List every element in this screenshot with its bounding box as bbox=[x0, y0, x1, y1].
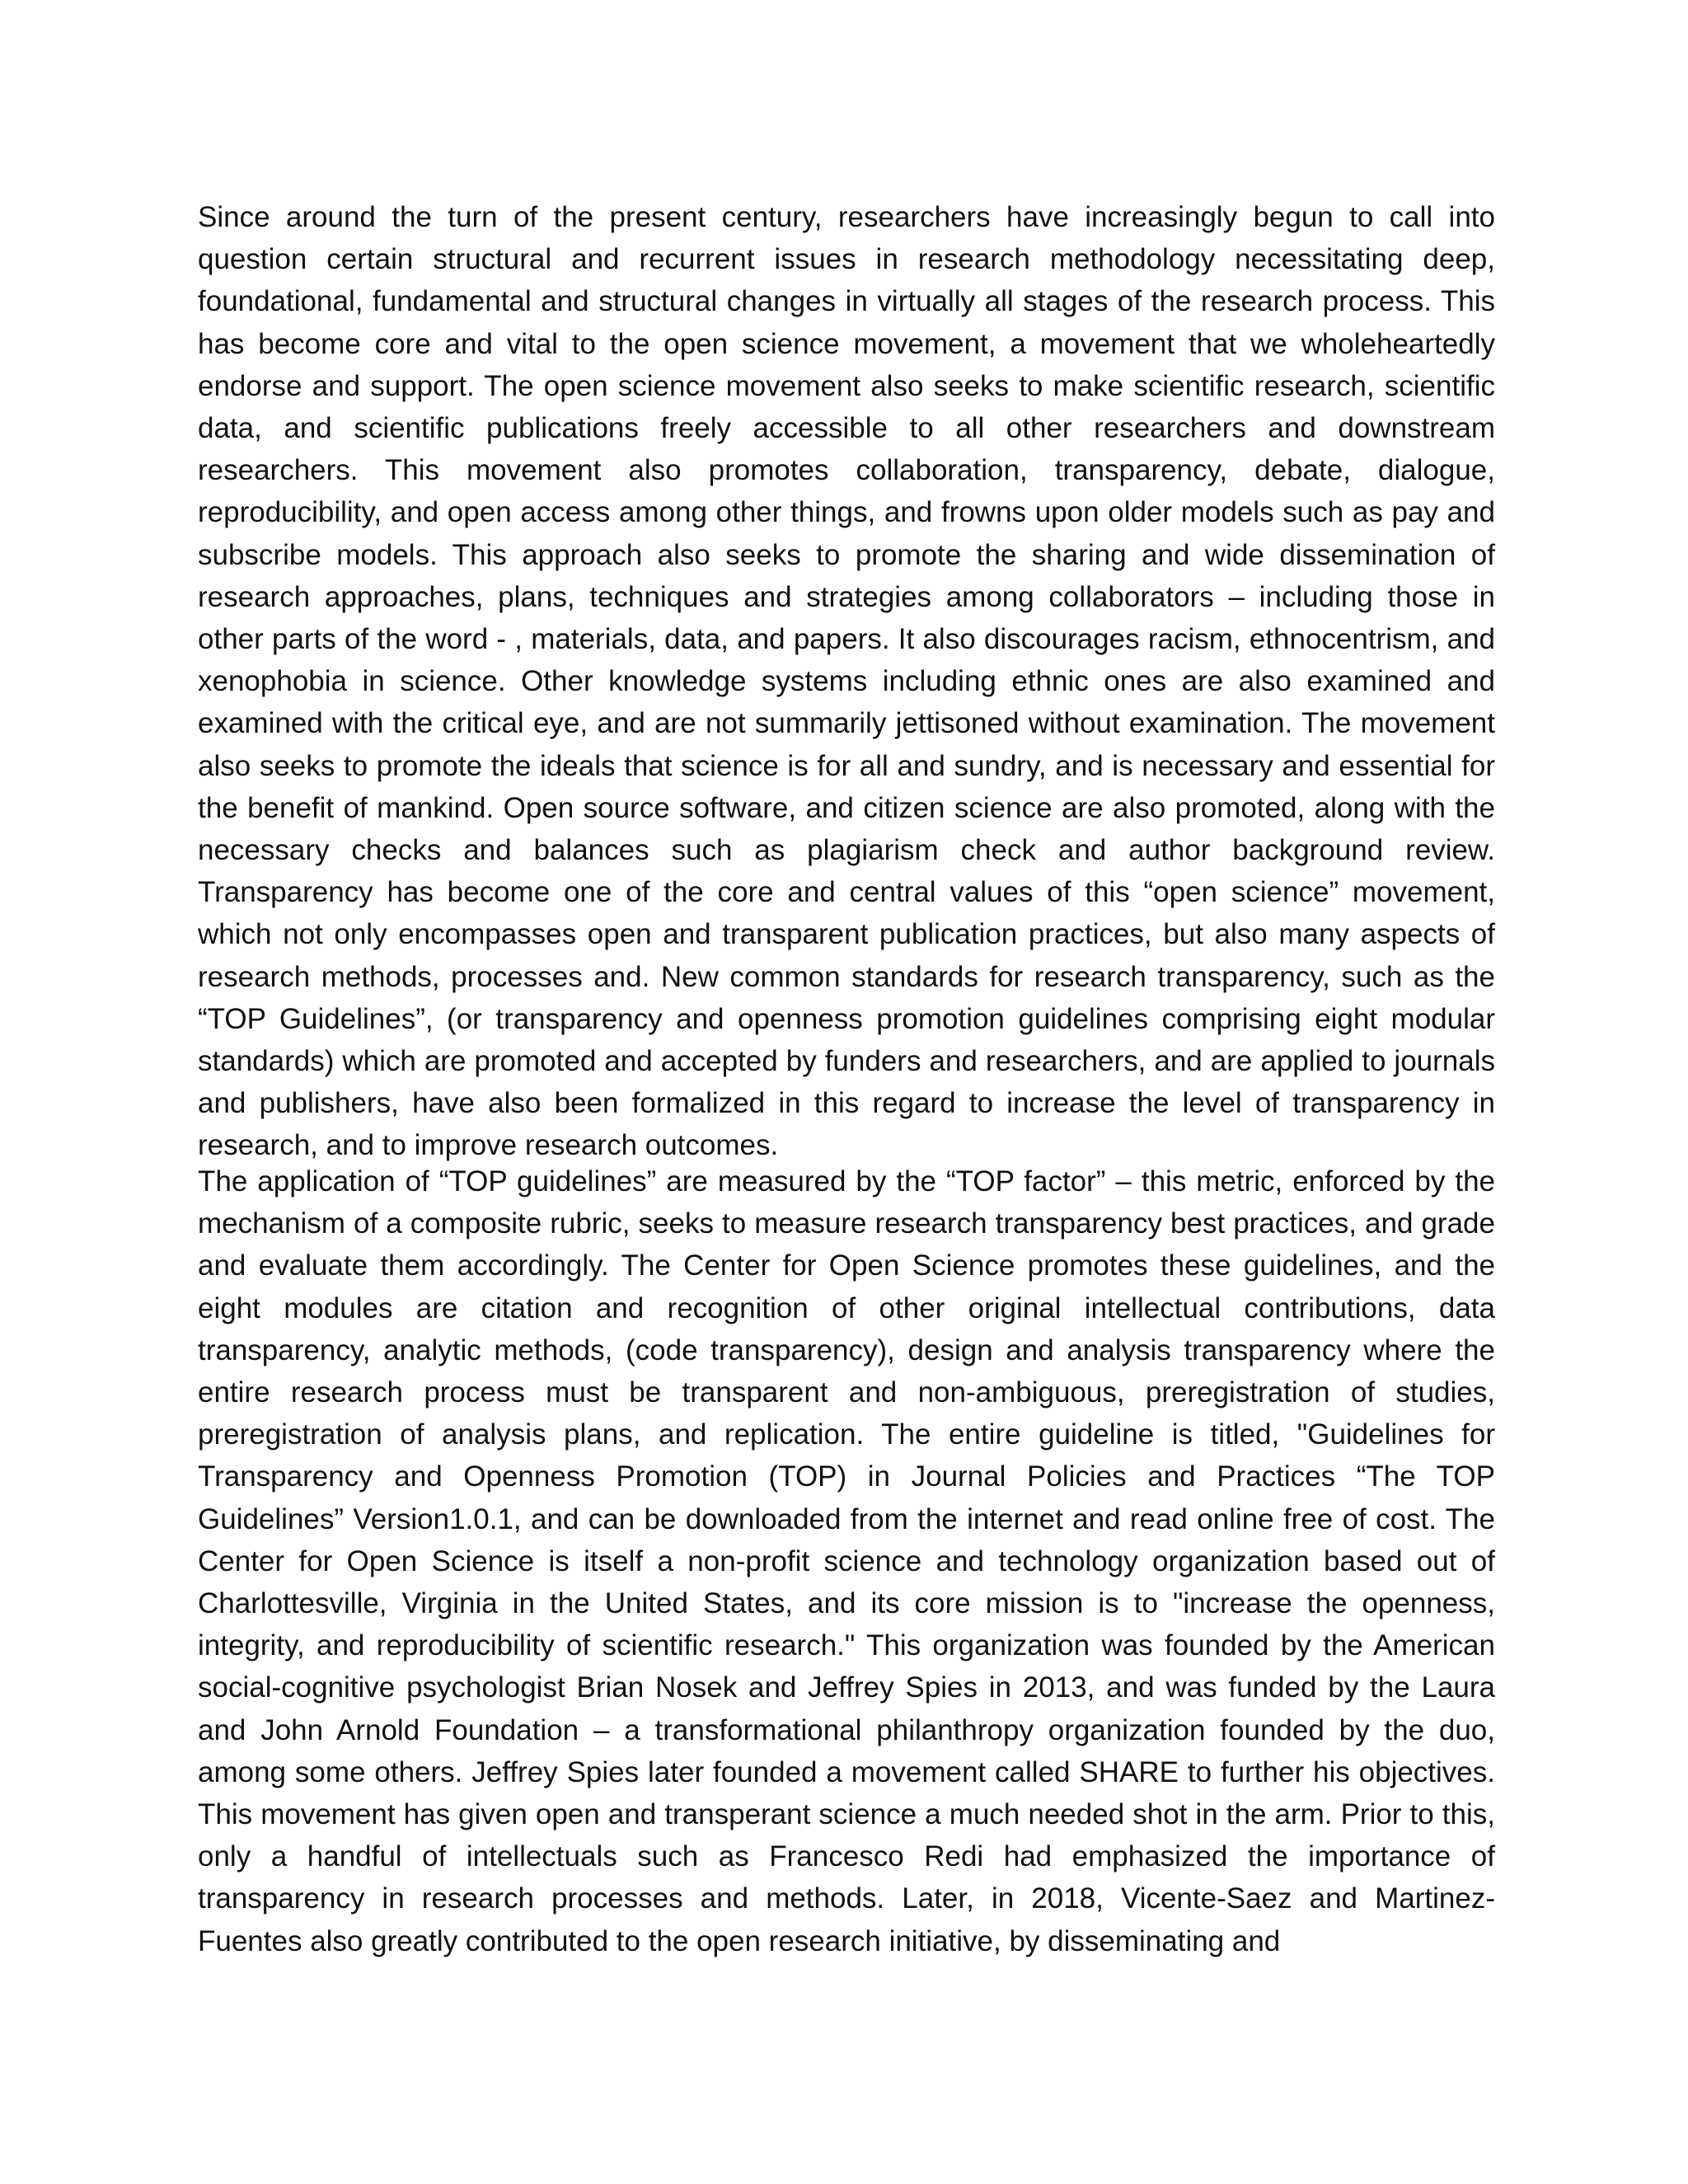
paragraph-text: The application of “TOP guidelines” are measured by the “TOP factor” – this metric, enforced by the mechanism of a composite rubric, seeks to measure research transparency best practices, and grade and evaluate them accordingly. The Center for Open Science promotes these guidelines, and the eight modules are citation and recognition of other original intellectual contributions, data transparency, analytic methods, (code transparency), design and analysis transparency where the entire research process must be transparent and non-ambiguous, preregistration of studies, preregistration of analysis plans, and replication. The entire guideline is titled, "Guidelines for Transparency and Openness Promotion (TOP) in Journal Policies and Practices “The TOP Guidelines” Version1.0.1, and can be downloaded from the internet and read online free of cost. The Center for Open Science is itself a non-profit science and technology organization based out of Charlottesville, Virginia in the United States, and its core mission is to "increase the openness, integrity, and reproducibility of scientific research." This organization was founded by the American social-cognitive psychologist Brian Nosek and Jeffrey Spies in 2013, and was funded by the Laura and John Arnold Foundation – a transformational philanthropy organization founded by the duo, among some others. Jeffrey Spies later founded a movement called SHARE to further his objectives. This movement has given open and transperant science a much needed shot in the arm. Prior to this, only a handful of intellectuals such as Francesco Redi had emphasized the importance of transparency in research processes and methods. Later, in 2018, Vicente-Saez and Martinez-Fuentes also greatly contributed to the open research initiative, by disseminating and bbox=[198, 1165, 1495, 1957]
body-paragraph-1 bbox=[198, 196, 1495, 1167]
paragraph-text: Since around the turn of the present century, researchers have increasingly begun to call into question certain structural and recurrent issues in research methodology necessitating deep, foundational, fundamental and structural changes in virtually all stages of the research process. This has become core and vital to the open science movement, a movement that we wholeheartedly endorse and support. The open science movement also seeks to make scientific research, scientific data, and scientific publications freely accessible to all other researchers and downstream researchers. This movement also promotes collaboration, transparency, debate, dialogue, reproducibility, and open access among other things, and frowns upon older models such as pay and subscribe models. This approach also seeks to promote the sharing and wide dissemination of research approaches, plans, techniques and strategies among collaborators – including those in other parts of the word - , materials, data, and papers. It also discourages racism, ethnocentrism, and xenophobia in science. Other knowledge systems including ethnic ones are also examined and examined with the critical eye, and are not summarily jettisoned without examination. The movement also seeks to promote the ideals that science is for all and sundry, and is necessary and essential for the benefit of mankind. Open source software, and citizen science are also promoted, along with the necessary checks and balances such as plagiarism check and author background review. Transparency has become one of the core and central values of this “open science” movement, which not only encompasses open and transparent publication practices, but also many aspects of research methods, processes and. New common standards for research transparency, such as the “TOP Guidelines”, (or transparency and openness promotion guidelines comprising eight modular standards) which are promoted and accepted by funders and researchers, and are applied to journals and publishers, have also been formalized in this regard to increase the level of transparency in research, and to improve research outcomes. bbox=[198, 201, 1495, 1162]
body-paragraph-2 bbox=[198, 1160, 1495, 1962]
